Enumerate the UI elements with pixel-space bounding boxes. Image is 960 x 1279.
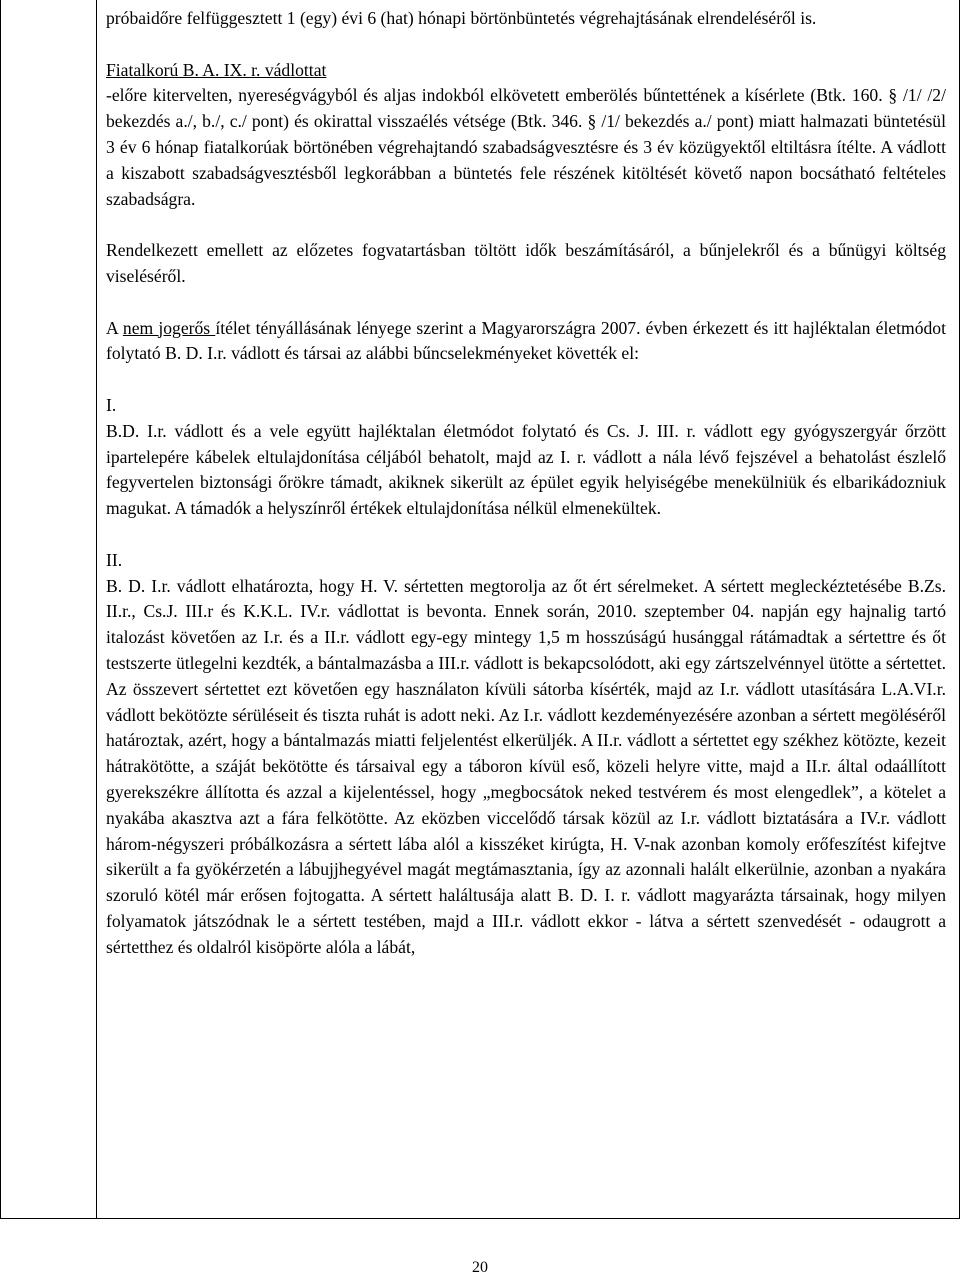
section-1-label: I. [106, 394, 117, 415]
defendant-paragraph: -előre kitervelten, nyereségvágyból és aljas indokból elkövetett emberölés bűntettének a kísérlete (Btk. 160. § /1/ /2/ bekezdés a./, b./, c./ pont) és okirattal visszaélés vétsége (Btk. 346. § /1/ bekezdés a./ pont) miatt halmazati büntetésül 3 év 6 hónap fiatalkorúak börtönében végrehajtandó szabadságvesztésre és 3 év közügyektől eltiltásra ítélte. A vádlott a kiszabott szabadságvesztésből legkorábban a büntetés fele részének kitöltését követő napon bocsátható feltételes szabadságra. [106, 85, 946, 209]
section-2-paragraph: B. D. I.r. vádlott elhatározta, hogy H. V. sértetten megtorolja az őt ért sérelmeket. A sértett megleckéztetésébe B.Zs. II.r., Cs.J. III.r és K.K.L. IV.r. vádlottat is bevonta. Ennek során, 2010. szeptember 04. napján egy hajnalig tartó italozást követően az I.r. és a II.r. vádlott egy-egy mintegy 1,5 m hosszúságú husánggal rátámadtak a sértettre és őt testszerte ütlegelni kezdték, a bántalmazásba a III.r. vádlott is bekapcsolódott, aki egy zártszelvénnyel ütötte a sértettet. Az összevert sértettet ezt követően egy használaton kívüli sátorba kísérték, majd az I.r. vádlott utasítására L.A.VI.r. vádlott bekötözte sérüléseit és tiszta ruhát is adott neki. Az I.r. vádlott kezdeményezésére azonban a sértett megöléséről határoztak, azért, hogy a bántalmazás miatti feljelentést elkerüljék. A II.r. vádlott a sértettet egy székhez kötözte, kezeit hátrakötötte, a száját bekötötte és társaival egy a táboron kívül eső, közeli helyre vitte, majd a II.r. által odaállított gyerekszékre állította és azzal a kijelentéssel, hogy „megbocsátok neked testvérem és most elengedlek”, a kötelet a nyakába akasztva azt a fára felkötötte. Az eközben viccelődő társak közül az I.r. vádlott biztatására a IV.r. vádlott három-négyszeri próbálkozásra a sértett lába alól a kisszéket kirúgta, H. V-nak azonban komoly erőfeszítést kifejtve sikerült a fa gyökérzetén a lábujjhegyével magát megtámasztania, így az azonnali halált elkerülnie, azonban a nyakára szoruló kötél már erősen fojtogatta. A sértett haláltusája alatt B. D. I. r. vádlott magyarázta társainak, hogy milyen folyamatok játszódnak le a sértett testében, majd a III.r. vádlott ekkor - látva a sértett szenvedését - odaugrott a sértetthez és oldalról kisöpörte alóla a lábát, [106, 575, 946, 957]
intro-paragraph: próbaidőre felfüggesztett 1 (egy) évi 6 (hat) hónapi börtönbüntetés végrehajtásának elrendeléséről is. [106, 8, 817, 28]
document-body [106, 6, 946, 960]
section-1-paragraph: B.D. I.r. vádlott és a vele együtt hajléktalan életmódot folytató és Cs. J. III. r. vádlott egy gyógyszergyár őrzött ipartelepére kábelek eltulajdonítása céljából behatolt, majd az I. r. vádlott a nála lévő fejszével a behatolást észlelő fegyvertelen biztonsági őrökre támadt, akiknek sikerült az épület egyik helyiségébe menekülniük és elbarikádozniuk magukat. A támadók a helyszínről értékek eltulajdonítása nélkül elmenekültek. [106, 420, 946, 519]
defendant-heading-text: Fiatalkorú B. A. IX. r. vádlottat [106, 59, 327, 80]
provision-paragraph: Rendelkezett emellett az előzetes fogvatartásban töltött idők beszámításáról, a bűnjelekről és a bűnügyi költség viseléséről. [106, 240, 946, 286]
page-number: 20 [472, 1259, 488, 1276]
section-2-label: II. [106, 549, 123, 570]
defendant-heading [106, 58, 946, 84]
facts-intro-underlined: nem jogerős [122, 317, 216, 338]
table-column-divider [96, 0, 97, 1218]
facts-intro-rest: ítélet tényállásának lényege szerint a Magyarországra 2007. évben érkezett és itt hajléktalan életmódot folytató B. D. I.r. vádlott és társai az alábbi bűncselekményeket követték el: [106, 317, 946, 364]
facts-intro-prefix: A [106, 317, 123, 338]
facts-intro-paragraph [106, 316, 946, 368]
